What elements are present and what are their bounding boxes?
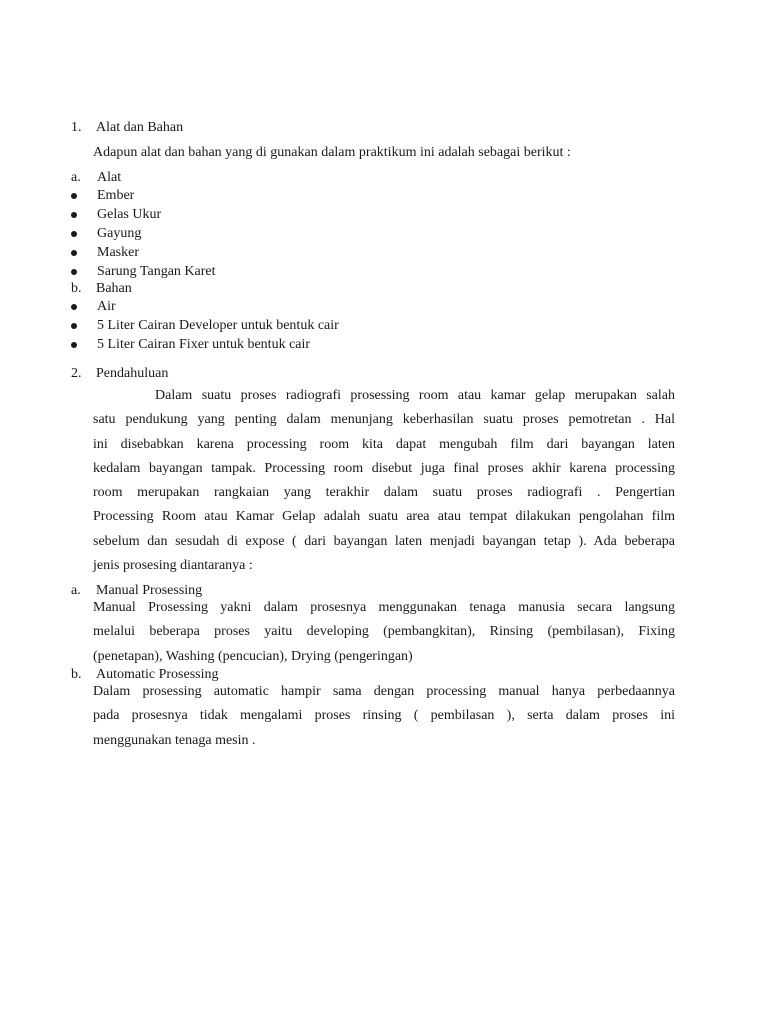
subsection-title: Manual Prosessing xyxy=(96,583,203,598)
paragraph-line: Manual Prosessing yakni dalam prosesnya menggunakan tenaga manusia secara langsung xyxy=(93,600,675,615)
bullet-icon xyxy=(71,250,77,256)
list-heading-bahan: Bahan xyxy=(96,281,132,296)
paragraph-line: sebelum dan sesudah di expose ( dari bayangan laten menjadi bayangan tetap ). Ada beberapa xyxy=(93,533,675,549)
list-marker: a. xyxy=(71,170,81,185)
section-title: Alat dan Bahan xyxy=(96,120,184,135)
bullet-icon xyxy=(71,193,77,199)
list-item: Gelas Ukur xyxy=(97,207,162,222)
list-marker: a. xyxy=(71,583,81,598)
list-heading-alat: Alat xyxy=(97,170,122,185)
section-title: Pendahuluan xyxy=(96,366,169,381)
paragraph-line: satu pendukung yang penting dalam menunjang keberhasilan suatu proses pemotretan . Hal xyxy=(93,412,675,428)
list-item: Air xyxy=(97,299,116,314)
paragraph-line: ini disebabkan karena processing room kita dapat mengubah film dari bayangan laten xyxy=(93,436,675,452)
list-marker: b. xyxy=(71,281,82,296)
paragraph-line: pada prosesnya tidak mengalami proses rinsing ( pembilasan ), serta dalam proses ini xyxy=(93,708,675,724)
paragraph-line: room merupakan rangkaian yang terakhir dalam suatu proses radiografi . Pengertian xyxy=(93,485,675,501)
bullet-icon xyxy=(71,304,77,310)
bullet-icon xyxy=(71,323,77,329)
list-item: Masker xyxy=(97,245,139,260)
automatic-paragraph xyxy=(93,680,675,753)
list-item: Ember xyxy=(97,188,135,203)
list-item: Sarung Tangan Karet xyxy=(97,264,216,279)
paragraph-line: Dalam suatu proses radiografi prosessing room atau kamar gelap merupakan salah xyxy=(155,388,675,403)
paragraph-line: Dalam prosessing automatic hampir sama dengan processing manual hanya perbedaannya xyxy=(93,684,675,699)
paragraph-line: menggunakan tenaga mesin . xyxy=(93,732,256,748)
list-marker: b. xyxy=(71,667,82,682)
bullet-icon xyxy=(71,269,77,275)
subsection-title: Automatic Prosessing xyxy=(96,667,219,682)
bullet-icon xyxy=(71,342,77,348)
manual-paragraph xyxy=(93,596,675,669)
paragraph-line: jenis prosesing diantaranya : xyxy=(93,558,253,574)
section-number: 1. xyxy=(71,120,82,135)
section-number: 2. xyxy=(71,366,82,381)
paragraph-line: kedalam bayangan tampak. Processing room disebut juga final proses akhir karena processing xyxy=(93,460,675,476)
paragraph-line: melalui beberapa proses yaitu developing (pembangkitan), Rinsing (pembilasan), Fixing xyxy=(93,624,675,640)
paragraph-line: Processing Room atau Kamar Gelap adalah suatu area atau tempat dilakukan pengolahan film xyxy=(93,509,675,525)
intro-text: Adapun alat dan bahan yang di gunakan dalam praktikum ini adalah sebagai berikut : xyxy=(93,145,571,160)
intro-paragraph xyxy=(93,384,675,578)
bullet-icon xyxy=(71,231,77,237)
list-item: 5 Liter Cairan Developer untuk bentuk cair xyxy=(97,318,339,333)
paragraph-line: (penetapan), Washing (pencucian), Drying (pengeringan) xyxy=(93,648,413,664)
list-item: 5 Liter Cairan Fixer untuk bentuk cair xyxy=(97,337,311,352)
bullet-icon xyxy=(71,212,77,218)
list-item: Gayung xyxy=(97,226,142,241)
